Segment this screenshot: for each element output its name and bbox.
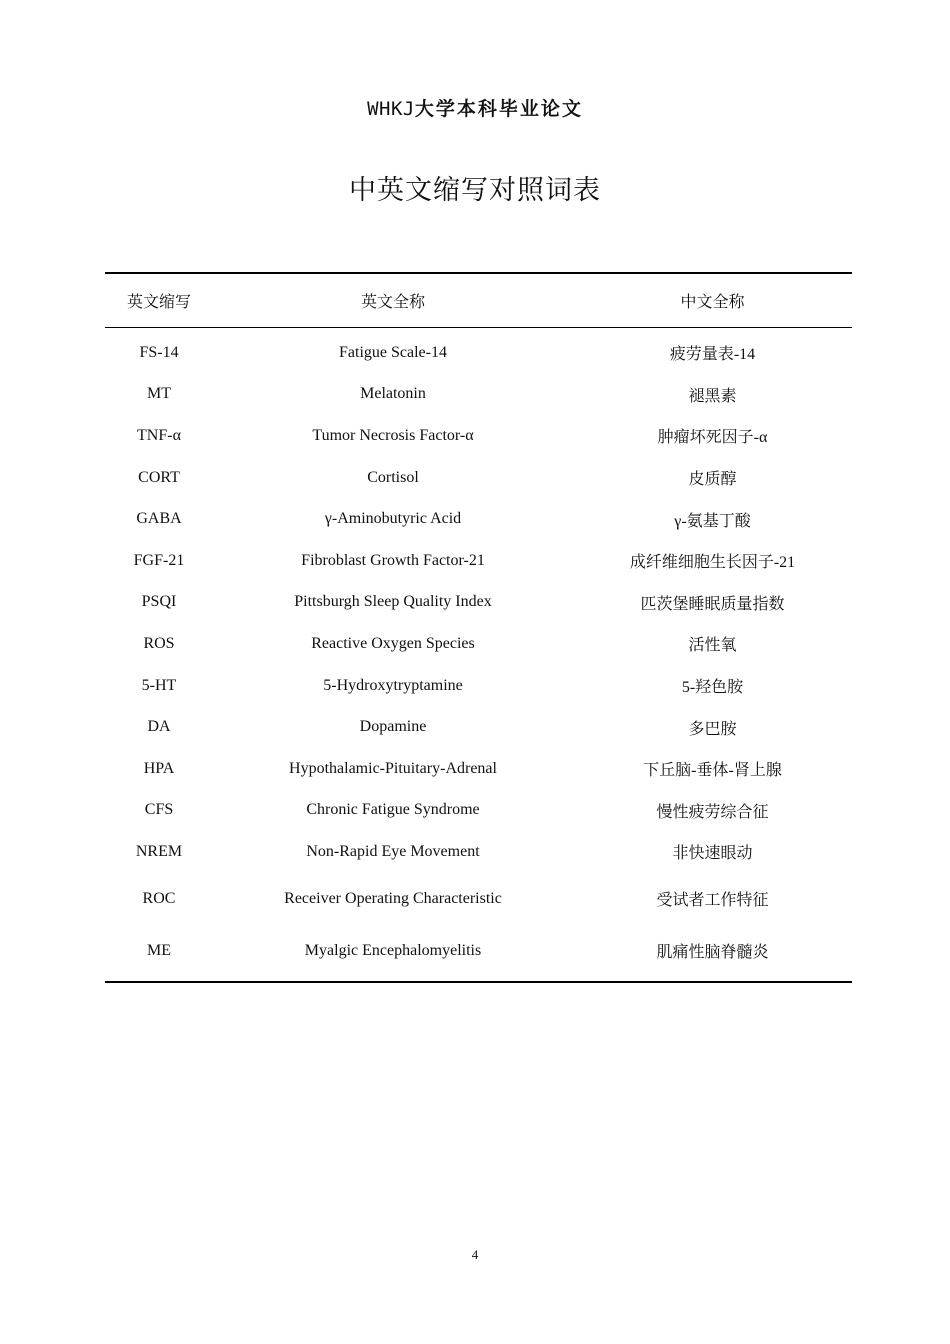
chinese-cell: 多巴胺 [688,720,737,738]
chinese-cell: 下丘脑-垂体-肾上腺 [643,762,782,780]
table-row [105,790,852,832]
abbr-cell: CFS [144,801,174,819]
english-cell: Receiver Operating Characteristic [284,889,502,907]
page-title: 中英文缩写对照词表 [349,175,601,206]
abbr-cell: 5-HT [141,676,177,694]
table-row [105,873,852,925]
abbr-cell: NREM [135,842,183,860]
english-cell: Melatonin [360,385,426,403]
abbr-cell: PSQI [141,593,177,611]
chinese-cell: 5-羟色胺 [681,679,744,697]
abbr-cell: ROC [142,889,176,907]
chinese-cell: 匹茨堡睡眠质量指数 [640,595,785,613]
chinese-cell: 受试者工作特征 [656,892,769,910]
abbr-cell: ME [147,941,171,959]
table-row [105,623,852,665]
table-row [105,415,852,457]
column-header-english: 英文全称 [360,294,425,311]
table-row [105,332,852,374]
running-header [0,94,950,123]
table-row [105,748,852,790]
abbr-cell: GABA [136,510,182,528]
chinese-cell: 成纤维细胞生长因子-21 [629,554,796,572]
column-header-chinese: 中文全称 [680,294,745,311]
chinese-cell: γ-氨基丁酸 [674,512,751,530]
chinese-cell: 活性氧 [688,637,737,655]
table-body [105,328,852,981]
english-cell: Fatigue Scale-14 [339,343,447,361]
abbr-cell: MT [147,385,171,403]
english-cell: Hypothalamic-Pituitary-Adrenal [289,759,497,777]
page-number: 4 [471,1247,479,1262]
table-row [105,582,852,624]
abbr-cell: CORT [138,468,180,486]
english-cell: Pittsburgh Sleep Quality Index [294,593,492,611]
abbr-cell: FS-14 [139,343,179,361]
english-cell: Dopamine [359,718,427,736]
english-cell: Cortisol [367,468,419,486]
english-cell: Reactive Oxygen Species [311,634,475,652]
chinese-cell: 慢性疲劳综合征 [656,803,769,821]
table-row [105,706,852,748]
chinese-cell: 疲劳量表-14 [669,346,756,364]
english-cell: 5-Hydroxytryptamine [323,676,463,694]
table-row [105,498,852,540]
english-cell: Non-Rapid Eye Movement [306,842,480,860]
running-header-latin: WHKJ [367,98,415,120]
abbr-cell: ROS [143,634,175,652]
table-row [105,540,852,582]
table-row [105,665,852,707]
abbreviation-table [105,272,852,983]
english-cell: Chronic Fatigue Syndrome [306,801,480,819]
table-row [105,925,852,977]
table-row [105,457,852,499]
table-header-row [105,274,852,327]
table-row [105,374,852,416]
english-cell: Fibroblast Growth Factor-21 [301,551,485,569]
chinese-cell: 肌痛性脑脊髓炎 [656,944,769,962]
abbr-cell: HPA [143,759,175,777]
abbr-cell: TNF-α [137,426,181,444]
english-cell: Myalgic Encephalomyelitis [304,941,482,959]
table-bottom-rule [105,981,852,983]
english-cell: γ-Aminobutyric Acid [324,510,462,528]
abbr-cell: DA [147,718,171,736]
chinese-cell: 非快速眼动 [672,845,753,863]
column-header-abbr: 英文缩写 [126,294,191,311]
chinese-cell: 褪黑素 [688,387,737,405]
abbr-cell: FGF-21 [133,551,185,569]
chinese-cell: 肿瘤坏死因子-α [657,429,768,447]
running-header-cn: 大学本科毕业论文 [414,98,583,120]
chinese-cell: 皮质醇 [688,471,737,489]
table-row [105,831,852,873]
english-cell: Tumor Necrosis Factor-α [312,426,474,444]
